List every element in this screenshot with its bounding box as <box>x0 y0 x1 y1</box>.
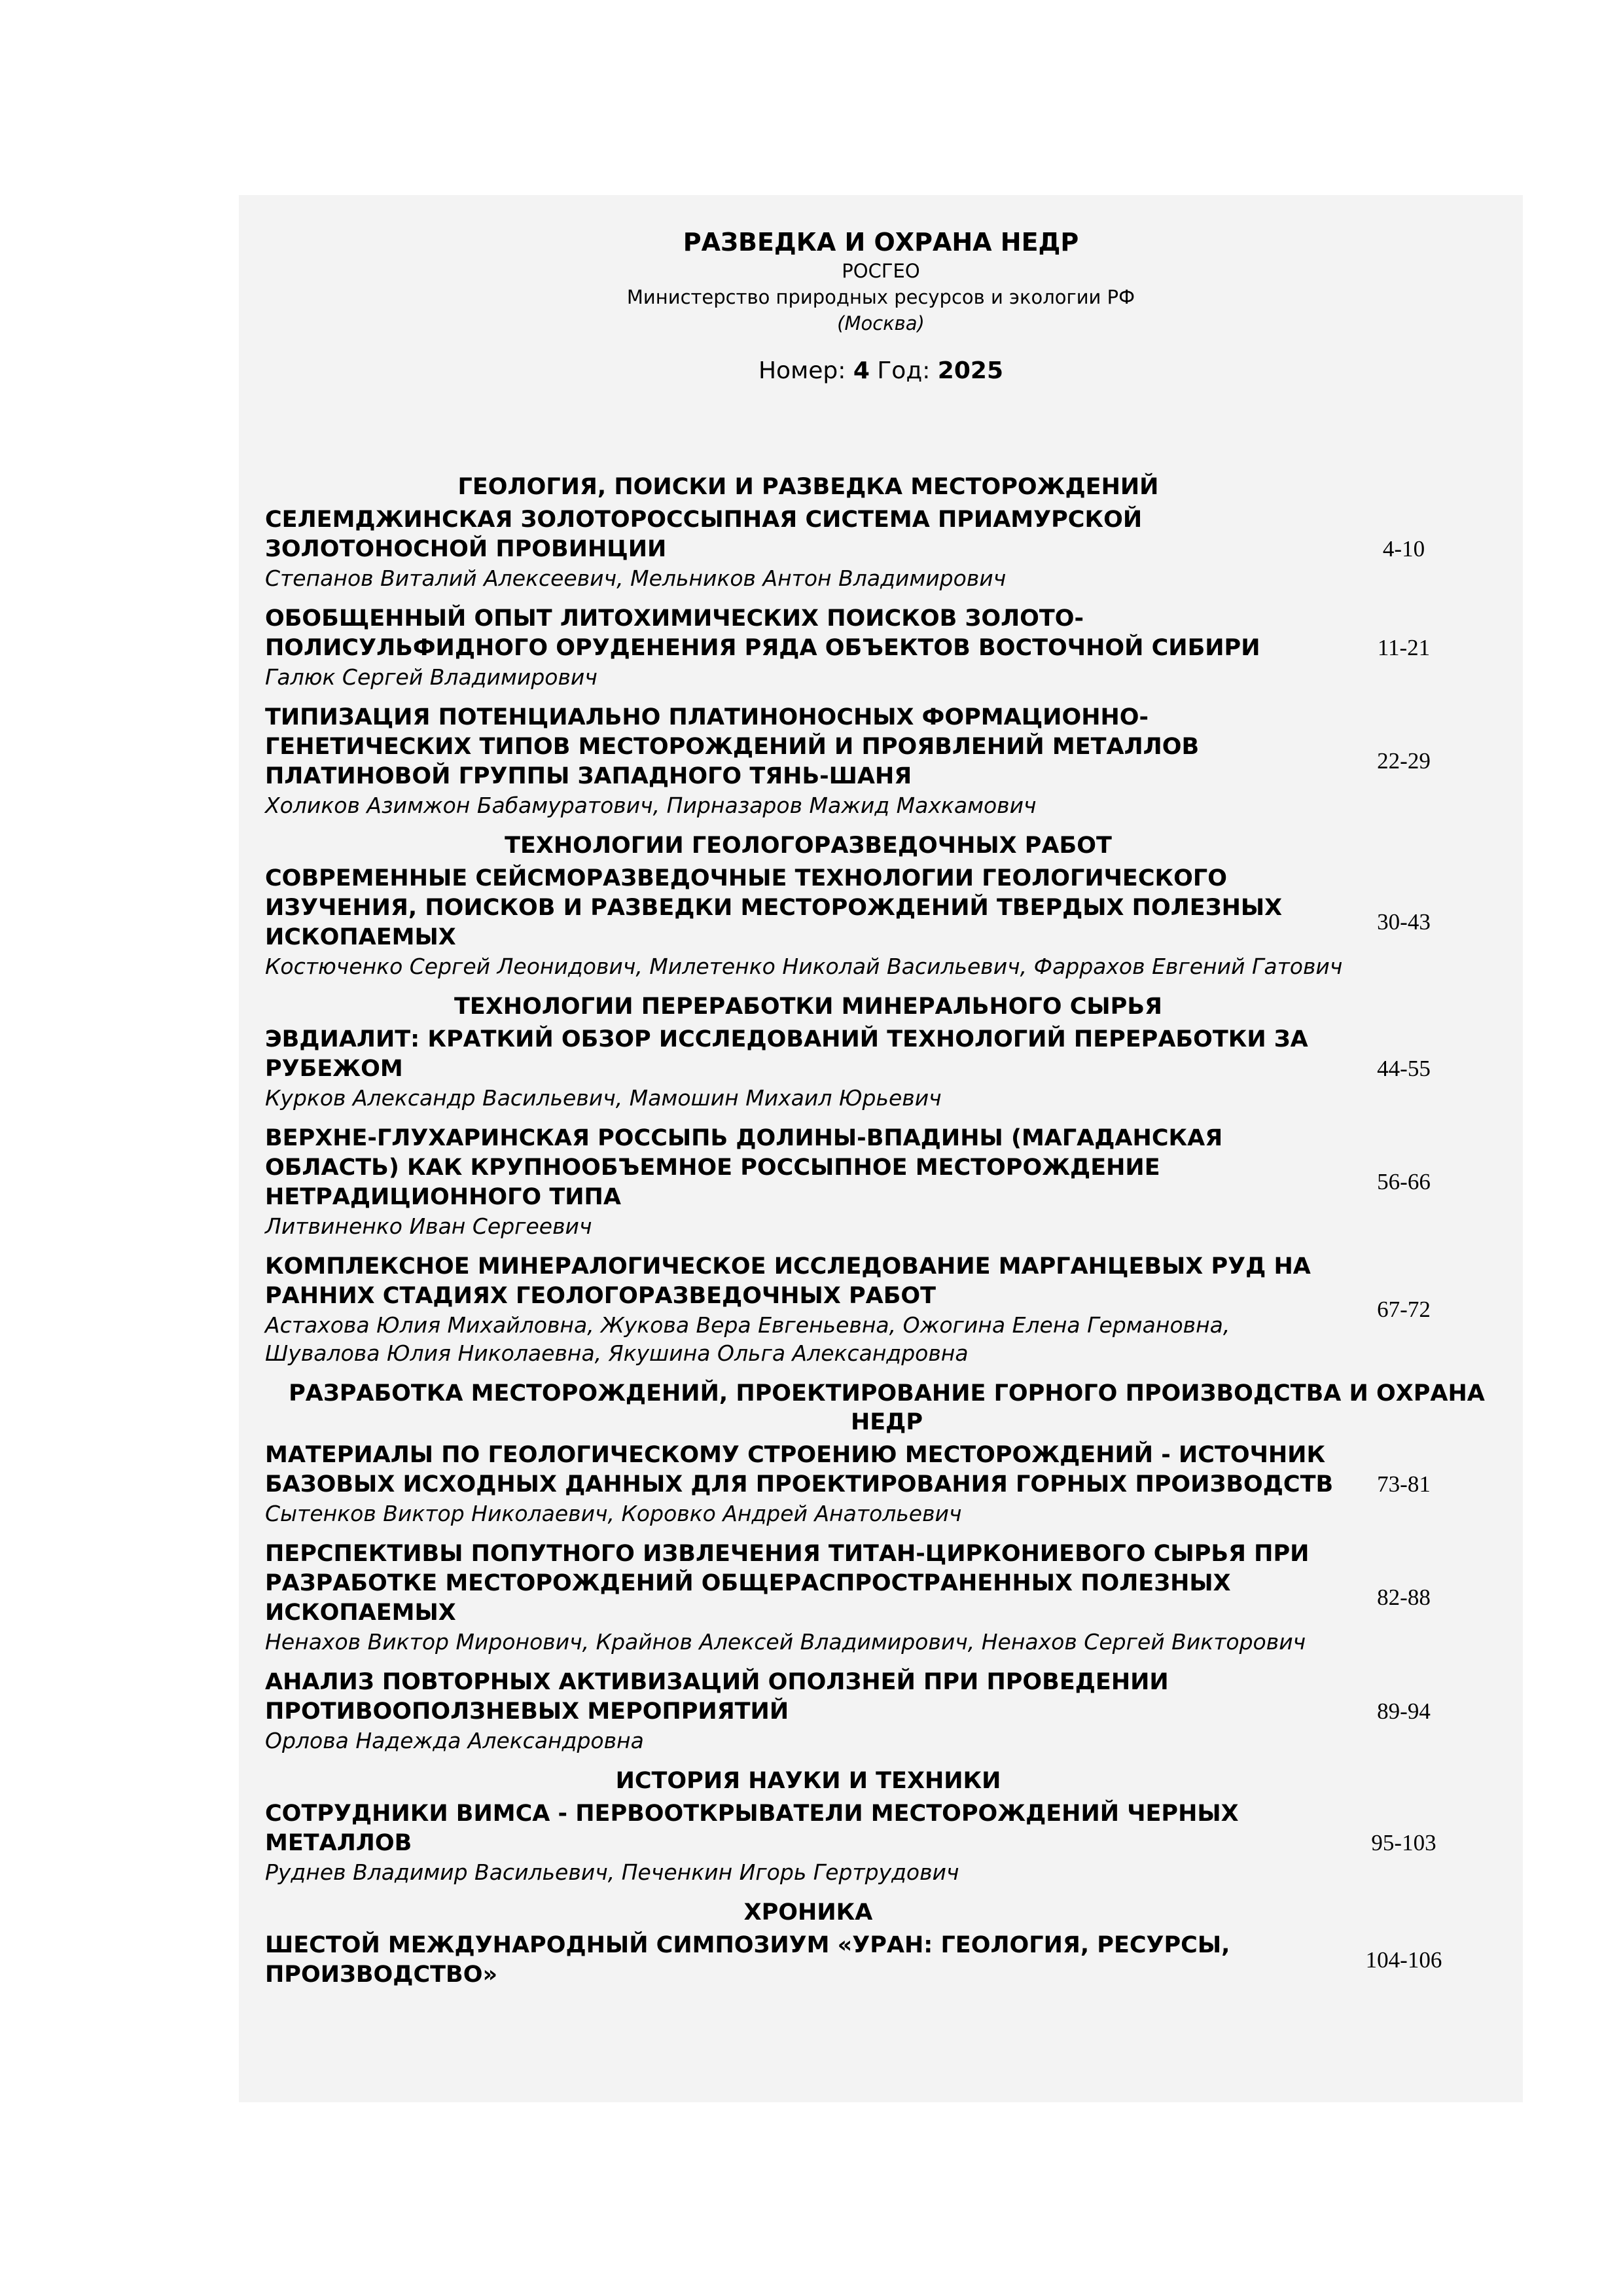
article-title[interactable]: СЕЛЕМДЖИНСКАЯ ЗОЛОТОРОССЫПНАЯ СИСТЕМА ПРИАМУРСКОЙ ЗОЛОТОНОСНОЙ ПРОВИНЦИИ <box>265 507 1143 562</box>
article-pages: 95-103 <box>1371 1829 1436 1856</box>
article-authors: Ненахов Виктор Миронович, Крайнов Алексей Владимирович, Ненахов Сергей Викторович <box>265 1629 1306 1655</box>
article-pages: 30-43 <box>1377 909 1431 935</box>
section-heading: ТЕХНОЛОГИИ ПЕРЕРАБОТКИ МИНЕРАЛЬНОГО СЫРЬЯ <box>454 994 1162 1020</box>
article-pages: 82-88 <box>1377 1585 1431 1610</box>
article-entry[interactable] <box>265 1025 1508 1112</box>
article-title[interactable]: ТИПИЗАЦИЯ ПОТЕНЦИАЛЬНО ПЛАТИНОНОСНЫХ ФОРМАЦИОННО-ГЕНЕТИЧЕСКИХ ТИПОВ МЕСТОРОЖДЕНИЙ И ПРОЯВЛЕНИЙ МЕТАЛЛОВ ПЛАТИНОВОЙ ГРУППЫ ЗАПАДНОГО ТЯНЬ-ШАНЯ <box>265 704 1200 789</box>
article-entry[interactable] <box>265 505 1508 592</box>
article-authors: Руднев Владимир Васильевич, Печенкин Игорь Гертрудович <box>265 1859 959 1885</box>
article-pages: 11-21 <box>1377 634 1431 660</box>
article-authors: Орлова Надежда Александровна <box>265 1728 644 1753</box>
section-heading: РАЗРАБОТКА МЕСТОРОЖДЕНИЙ, ПРОЕКТИРОВАНИЕ ГОРНОГО ПРОИЗВОДСТВА И ОХРАНА НЕДР <box>289 1380 1485 1435</box>
article-info <box>265 1124 1351 1240</box>
article-entry[interactable] <box>265 1668 1508 1755</box>
article-authors: Астахова Юлия Михайловна, Жукова Вера Евгеньевна, Ожогина Елена Германовна, Шувалова Юлия Николаевна, Якушина Ольга Александровна <box>265 1312 1230 1366</box>
article-info <box>265 1025 1351 1112</box>
article-entry[interactable] <box>265 1539 1508 1656</box>
article-title[interactable]: СОВРЕМЕННЫЕ СЕЙСМОРАЗВЕДОЧНЫЕ ТЕХНОЛОГИИ ГЕОЛОГИЧЕСКОГО ИЗУЧЕНИЯ, ПОИСКОВ И РАЗВЕДКИ МЕСТОРОЖДЕНИЙ ТВЕРДЫХ ПОЛЕЗНЫХ ИСКОПАЕМЫХ <box>265 865 1283 950</box>
article-info <box>265 703 1351 819</box>
section-heading: ИСТОРИЯ НАУКИ И ТЕХНИКИ <box>615 1768 1001 1794</box>
article-entry[interactable] <box>265 1799 1508 1886</box>
article-title[interactable]: КОМПЛЕКСНОЕ МИНЕРАЛОГИЧЕСКОЕ ИССЛЕДОВАНИЕ МАРГАНЦЕВЫХ РУД НА РАННИХ СТАДИЯХ ГЕОЛОГОРАЗВЕДОЧНЫХ РАБОТ <box>265 1253 1311 1309</box>
article-entry[interactable] <box>265 1441 1508 1528</box>
article-entry[interactable] <box>265 1931 1508 1990</box>
article-title[interactable]: ОБОБЩЕННЫЙ ОПЫТ ЛИТОХИМИЧЕСКИХ ПОИСКОВ ЗОЛОТО-ПОЛИСУЛЬФИДНОГО ОРУДЕНЕНИЯ РЯДА ОБЪЕКТОВ ВОСТОЧНОЙ СИБИРИ <box>265 605 1260 661</box>
article-info <box>265 864 1351 980</box>
article-authors: Галюк Сергей Владимирович <box>265 664 597 690</box>
article-pages: 73-81 <box>1377 1471 1431 1497</box>
article-authors: Степанов Виталий Алексеевич, Мельников Антон Владимирович <box>265 565 1007 591</box>
article-title[interactable]: ЭВДИАЛИТ: КРАТКИЙ ОБЗОР ИССЛЕДОВАНИЙ ТЕХНОЛОГИЙ ПЕРЕРАБОТКИ ЗА РУБЕЖОМ <box>265 1026 1308 1082</box>
article-entry[interactable] <box>265 1252 1508 1367</box>
table-of-contents <box>265 463 1508 2001</box>
article-info <box>265 604 1351 691</box>
article-pages: 22-29 <box>1377 748 1431 774</box>
article-info <box>265 505 1351 592</box>
article-authors: Сытенков Виктор Николаевич, Коровко Андрей Анатольевич <box>265 1501 962 1526</box>
article-pages: 104-106 <box>1365 1947 1442 1973</box>
article-entry[interactable] <box>265 1124 1508 1240</box>
issue-number: 4 <box>853 357 870 384</box>
article-info <box>265 1441 1351 1528</box>
issue-label: Номер: <box>758 357 846 384</box>
article-entry[interactable] <box>265 864 1508 980</box>
issue-year: 2025 <box>937 357 1003 384</box>
city: (Москва) <box>837 312 925 334</box>
article-authors: Курков Александр Васильевич, Мамошин Михаил Юрьевич <box>265 1085 942 1111</box>
article-entry[interactable] <box>265 703 1508 819</box>
article-entry[interactable] <box>265 604 1508 691</box>
section-heading: ТЕХНОЛОГИИ ГЕОЛОГОРАЗВЕДОЧНЫХ РАБОТ <box>505 833 1112 859</box>
issue-info <box>239 356 1523 386</box>
article-authors: Костюченко Сергей Леонидович, Милетенко Николай Васильевич, Фаррахов Евгений Гатович <box>265 954 1343 979</box>
article-title[interactable]: ШЕСТОЙ МЕЖДУНАРОДНЫЙ СИМПОЗИУМ «УРАН: ГЕОЛОГИЯ, РЕСУРСЫ, ПРОИЗВОДСТВО» <box>265 1932 1230 1988</box>
article-info <box>265 1252 1351 1367</box>
publisher: РОСГЕО <box>842 260 920 282</box>
article-pages: 89-94 <box>1377 1698 1431 1724</box>
article-info <box>265 1668 1351 1755</box>
article-pages: 56-66 <box>1377 1169 1431 1194</box>
journal-title: РАЗВЕДКА И ОХРАНА НЕДР <box>683 228 1079 257</box>
article-authors: Холиков Азимжон Бабамуратович, Пирназаров Мажид Махкамович <box>265 793 1037 818</box>
article-info <box>265 1539 1351 1656</box>
section-heading: ХРОНИКА <box>743 1899 873 1926</box>
article-pages: 4-10 <box>1382 535 1425 562</box>
article-authors: Литвиненко Иван Сергеевич <box>265 1213 592 1239</box>
article-info <box>265 1799 1351 1886</box>
year-label: Год: <box>877 357 931 384</box>
journal-issue-panel <box>239 195 1523 2102</box>
article-title[interactable]: ВЕРХНЕ-ГЛУХАРИНСКАЯ РОССЫПЬ ДОЛИНЫ-ВПАДИНЫ (МАГАДАНСКАЯ ОБЛАСТЬ) КАК КРУПНООБЪЕМНОЕ РОССЫПНОЕ МЕСТОРОЖДЕНИЕ НЕТРАДИЦИОННОГО ТИПА <box>265 1125 1223 1210</box>
article-title[interactable]: ПЕРСПЕКТИВЫ ПОПУТНОГО ИЗВЛЕЧЕНИЯ ТИТАН-ЦИРКОНИЕВОГО СЫРЬЯ ПРИ РАЗРАБОТКЕ МЕСТОРОЖДЕНИЙ ОБЩЕРАСПРОСТРАНЕННЫХ ПОЛЕЗНЫХ ИСКОПАЕМЫХ <box>265 1541 1310 1626</box>
article-info <box>265 1931 1351 1990</box>
article-title[interactable]: МАТЕРИАЛЫ ПО ГЕОЛОГИЧЕСКОМУ СТРОЕНИЮ МЕСТОРОЖДЕНИЙ - ИСТОЧНИК БАЗОВЫХ ИСХОДНЫХ ДАННЫХ ДЛЯ ПРОЕКТИРОВАНИЯ ГОРНЫХ ПРОИЗВОДСТВ <box>265 1442 1334 1498</box>
article-title[interactable]: СОТРУДНИКИ ВИМСА - ПЕРВООТКРЫВАТЕЛИ МЕСТОРОЖДЕНИЙ ЧЕРНЫХ МЕТАЛЛОВ <box>265 1801 1239 1856</box>
article-pages: 44-55 <box>1377 1055 1431 1081</box>
article-pages: 67-72 <box>1377 1297 1431 1322</box>
journal-header <box>239 226 1523 386</box>
ministry: Министерство природных ресурсов и экологии РФ <box>626 286 1135 308</box>
section-heading: ГЕОЛОГИЯ, ПОИСКИ И РАЗВЕДКА МЕСТОРОЖДЕНИЙ <box>457 474 1159 500</box>
article-title[interactable]: АНАЛИЗ ПОВТОРНЫХ АКТИВИЗАЦИЙ ОПОЛЗНЕЙ ПРИ ПРОВЕДЕНИИ ПРОТИВООПОЛЗНЕВЫХ МЕРОПРИЯТИЙ <box>265 1669 1169 1725</box>
